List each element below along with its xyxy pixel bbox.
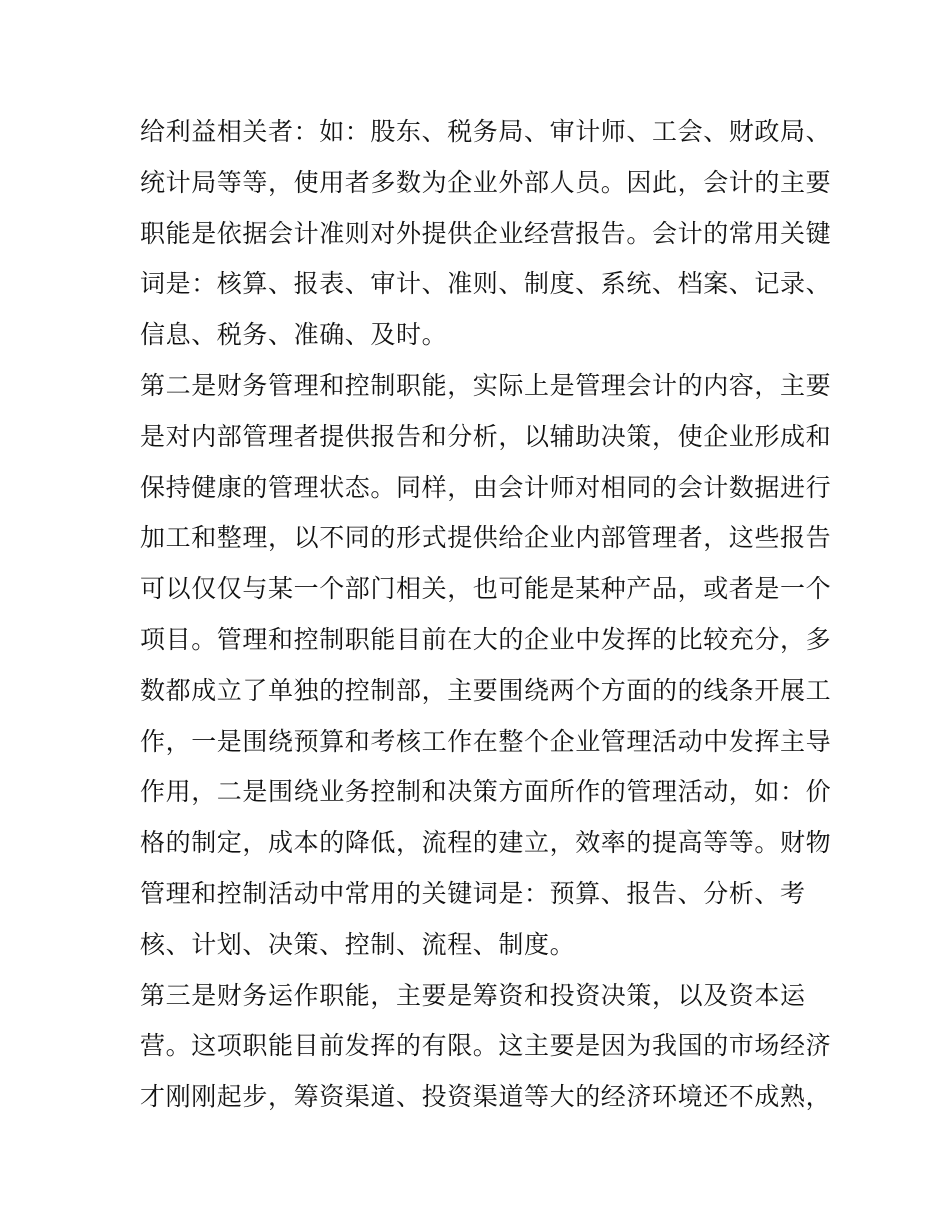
text-line: 才刚刚起步，筹资渠道、投资渠道等大的经济环境还不成熟， [140,1082,832,1112]
text-line: 营。这项职能目前发挥的有限。这主要是因为我国的市场经济 [140,1031,832,1061]
text-line: 加工和整理，以不同的形式提供给企业内部管理者，这些报告 [140,523,832,553]
text-line: 可以仅仅与某一个部门相关，也可能是某种产品，或者是一个 [140,574,832,604]
text-line: 给利益相关者：如：股东、税务局、审计师、工会、财政局、 [140,117,832,146]
text-line: 格的制定，成本的降低，流程的建立，效率的提高等等。财物 [140,828,832,858]
text-line: 是对内部管理者提供报告和分析，以辅助决策，使企业形成和 [140,421,832,451]
text-line: 数都成立了单独的控制部，主要围绕两个方面的的线条开展工 [140,675,832,705]
text-line: 管理和控制活动中常用的关键词是：预算、报告、分析、考 [140,878,806,908]
text-line: 作用，二是围绕业务控制和决策方面所作的管理活动，如：价 [140,777,832,807]
text-line: 职能是依据会计准则对外提供企业经营报告。会计的常用关键 [140,218,832,248]
text-line: 保持健康的管理状态。同样，由会计师对相同的会计数据进行 [140,472,832,502]
text-line: 项目。管理和控制职能目前在大的企业中发挥的比较充分，多 [140,624,832,654]
text-line: 第三是财务运作职能，主要是筹资和投资决策，以及资本运 [140,980,806,1010]
document-body [140,107,832,1123]
text-line: 信息、税务、准确、及时。 [140,320,448,350]
text-line: 第二是财务管理和控制职能，实际上是管理会计的内容，主要 [140,370,832,400]
text-line: 统计局等等，使用者多数为企业外部人员。因此，会计的主要 [140,167,832,197]
text-line: 核、计划、决策、控制、流程、制度。 [140,929,576,959]
text-line: 作，一是围绕预算和考核工作在整个企业管理活动中发挥主导 [140,726,832,756]
text-line: 词是：核算、报表、审计、准则、制度、系统、档案、记录、 [140,269,832,299]
